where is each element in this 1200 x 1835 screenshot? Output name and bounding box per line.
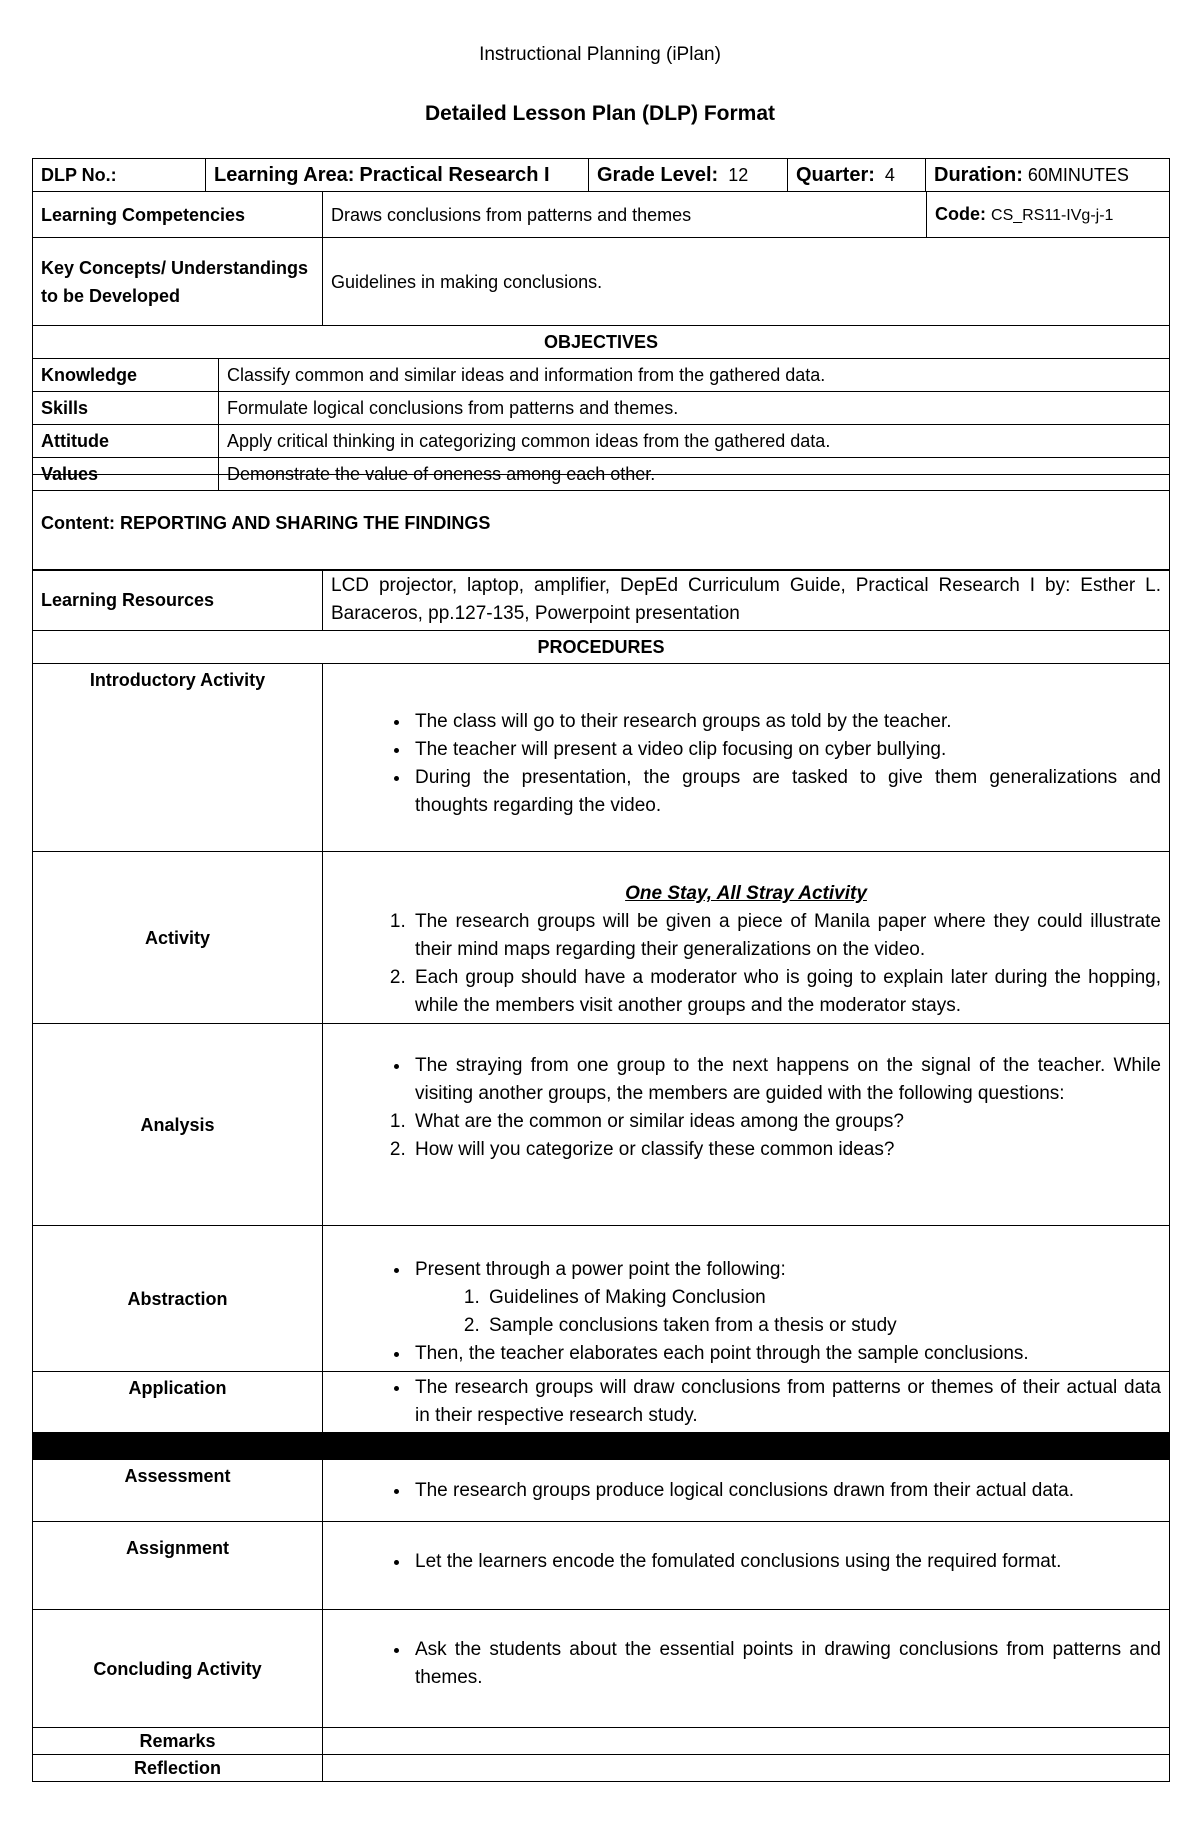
procedures-table [32, 569, 1170, 1782]
objective-value: Demonstrate the value of oneness among each other. [219, 458, 1170, 491]
key-concepts-label: Key Concepts/ Understandings to be Developed [33, 238, 323, 326]
assignment-label: Assignment [33, 1522, 323, 1610]
reflection-value[interactable] [323, 1755, 1170, 1782]
resources-label: Learning Resources [33, 570, 323, 631]
learning-area-label: Learning Area: [214, 164, 355, 186]
activity-label: Activity [33, 852, 323, 1024]
remarks-value[interactable] [323, 1728, 1170, 1755]
objective-label: Skills [33, 392, 219, 425]
activity-content [323, 852, 1170, 1024]
content-table [32, 474, 1170, 571]
abstraction-content [323, 1226, 1170, 1372]
concluding-content [323, 1610, 1170, 1728]
introductory-list [331, 708, 1161, 820]
list-item: • During the presentation, the groups are tasked to give them generalizations and thoughts regarding the video. [411, 764, 1161, 820]
application-list [331, 1374, 1161, 1430]
grade-value: 12 [728, 165, 749, 185]
info-table [32, 158, 1170, 192]
abstraction-sublist [415, 1284, 1161, 1340]
quarter-label: Quarter: [796, 164, 875, 186]
resources-value: LCD projector, laptop, amplifier, DepEd Curriculum Guide, Practical Research I by: Esther L. Baraceros, pp.127-135, Powerpoint presentation [323, 570, 1170, 631]
black-bar [33, 1433, 1170, 1460]
abstraction-bullet-text: Present through a power point the following: [415, 1259, 786, 1280]
assessment-label: Assessment [33, 1460, 323, 1522]
objective-value: Apply critical thinking in categorizing common ideas from the gathered data. [219, 425, 1170, 458]
objective-label: Values [33, 458, 219, 491]
list-item: 1. The research groups will be given a piece of Manila paper where they could illustrate their mind maps regarding their generalizations on the video. [411, 908, 1161, 964]
list-item: 2. How will you categorize or classify these common ideas? [411, 1136, 1161, 1164]
reflection-label: Reflection [33, 1755, 323, 1782]
analysis-content [323, 1024, 1170, 1226]
list-item: • The straying from one group to the next happens on the signal of the teacher. While visiting another groups, the members are guided with the following questions: [411, 1052, 1161, 1108]
duration-value: 60MINUTES [1027, 165, 1129, 185]
learning-area-value: Practical Research I [359, 164, 550, 186]
assessment-list [331, 1477, 1161, 1505]
application-content [323, 1372, 1170, 1433]
separator-bar [33, 1433, 1170, 1460]
list-item: 2. Sample conclusions taken from a thesis or study [485, 1312, 1161, 1340]
objective-label: Attitude [33, 425, 219, 458]
grade-label: Grade Level: [597, 164, 719, 186]
abstraction-list [331, 1256, 1161, 1368]
quarter-value: 4 [884, 165, 895, 185]
list-item [411, 1256, 1161, 1340]
dlp-no-label: DLP No.: [33, 159, 206, 192]
list-item: • Then, the teacher elaborates each point through the sample conclusions. [411, 1340, 1161, 1368]
list-item: • The research groups produce logical conclusions drawn from their actual data. [411, 1477, 1161, 1505]
competencies-value: Draws conclusions from patterns and themes [323, 192, 927, 238]
grade-cell [589, 159, 788, 192]
analysis-list [331, 1052, 1161, 1108]
content-title: Content: REPORTING AND SHARING THE FINDINGS [33, 475, 1170, 571]
code-value: CS_RS11-IVg-j-1 [991, 206, 1114, 224]
code-label: Code: [935, 203, 986, 224]
document-subtitle: Detailed Lesson Plan (DLP) Format [424, 102, 776, 125]
key-concepts-value: Guidelines in making conclusions. [323, 238, 1170, 326]
abstraction-label: Abstraction [33, 1226, 323, 1372]
objective-label: Knowledge [33, 359, 219, 392]
remarks-label: Remarks [33, 1728, 323, 1755]
assignment-list [331, 1548, 1161, 1576]
learning-area-cell [206, 159, 589, 192]
procedures-heading: PROCEDURES [33, 631, 1170, 664]
assessment-content [323, 1460, 1170, 1522]
analysis-questions [331, 1108, 1161, 1164]
list-item: • The class will go to their research groups as told by the teacher. [411, 708, 1161, 736]
activity-list [331, 908, 1161, 1020]
concluding-label: Concluding Activity [33, 1610, 323, 1728]
objective-value: Formulate logical conclusions from patterns and themes. [219, 392, 1170, 425]
analysis-label: Analysis [33, 1024, 323, 1226]
list-item: • The teacher will present a video clip focusing on cyber bullying. [411, 736, 1161, 764]
objectives-heading: OBJECTIVES [33, 326, 1170, 359]
competencies-table [32, 191, 1170, 326]
list-item: • The research groups will draw conclusions from patterns or themes of their actual data in their respective research study. [411, 1374, 1161, 1430]
list-item: 2. Each group should have a moderator who is going to explain later during the hopping, while the members visit another groups and the moderator stays. [411, 964, 1161, 1020]
list-item: • Let the learners encode the fomulated conclusions using the required format. [411, 1548, 1161, 1576]
list-item: • Ask the students about the essential points in drawing conclusions from patterns and themes. [411, 1636, 1161, 1692]
quarter-cell [788, 159, 926, 192]
document-title: Instructional Planning (iPlan) [479, 44, 721, 65]
activity-title: One Stay, All Stray Activity [625, 883, 867, 904]
competencies-label: Learning Competencies [33, 192, 323, 238]
application-label: Application [33, 1372, 323, 1433]
objective-value: Classify common and similar ideas and information from the gathered data. [219, 359, 1170, 392]
introductory-content [323, 664, 1170, 852]
concluding-list [331, 1636, 1161, 1692]
duration-cell [926, 159, 1170, 192]
list-item: 1. Guidelines of Making Conclusion [485, 1284, 1161, 1312]
list-item: 1. What are the common or similar ideas among the groups? [411, 1108, 1161, 1136]
duration-label: Duration: [934, 164, 1023, 186]
code-cell [927, 192, 1170, 238]
introductory-label: Introductory Activity [33, 664, 323, 852]
assignment-content [323, 1522, 1170, 1610]
objectives-table [32, 325, 1170, 491]
